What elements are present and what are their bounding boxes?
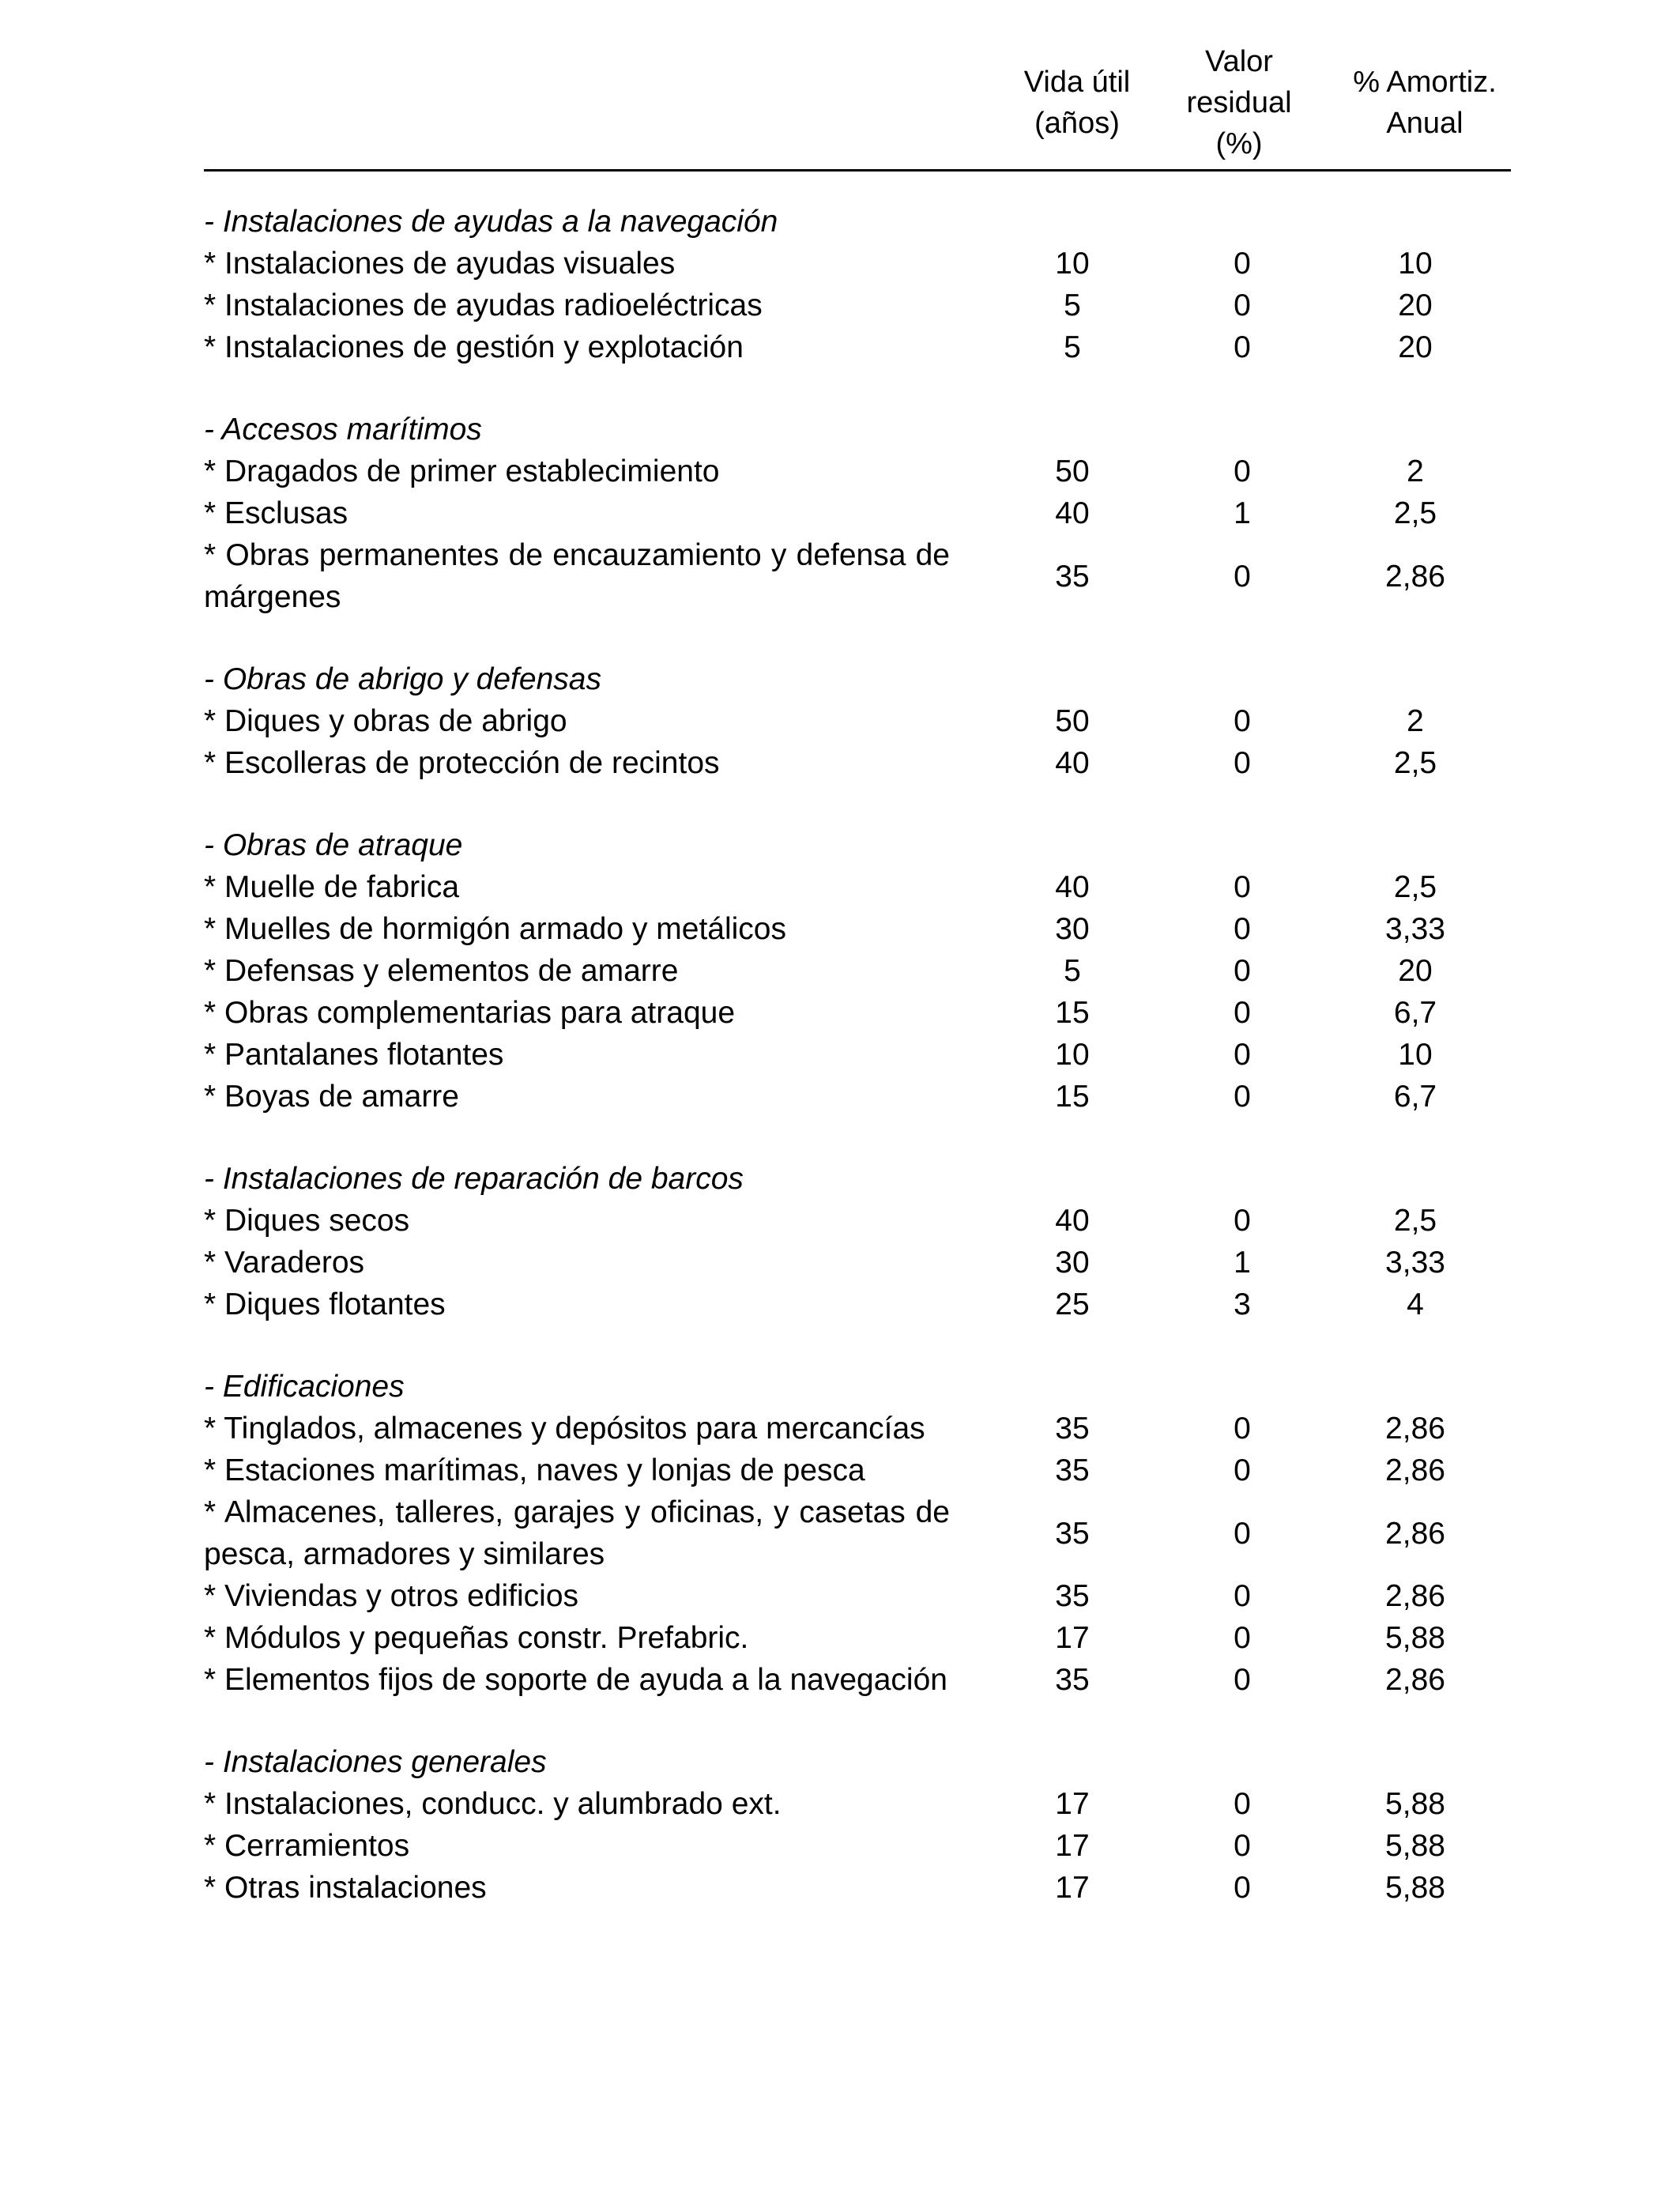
row-amortiz-anual: 20 bbox=[1398, 954, 1433, 988]
row-amortiz-anual: 2,86 bbox=[1385, 559, 1445, 594]
row-vida-util: 17 bbox=[1055, 1787, 1090, 1821]
row-label: * Esclusas bbox=[204, 496, 348, 530]
amortization-table bbox=[204, 40, 1511, 1950]
row-vida-util: 40 bbox=[1055, 746, 1090, 780]
row-label: * Diques flotantes bbox=[204, 1287, 446, 1321]
row-vida-util: 40 bbox=[1055, 870, 1090, 904]
table-row bbox=[204, 1034, 1511, 1076]
row-label: * Dragados de primer establecimiento bbox=[204, 454, 720, 488]
section-title: - Accesos marítimos bbox=[204, 413, 482, 447]
row-amortiz-anual: 10 bbox=[1398, 247, 1433, 281]
row-vida-util: 17 bbox=[1055, 1829, 1090, 1863]
row-valor-residual: 0 bbox=[1234, 1871, 1251, 1905]
row-vida-util: 5 bbox=[1064, 288, 1081, 322]
table-row bbox=[204, 992, 1511, 1034]
row-amortiz-anual: 2,86 bbox=[1385, 1516, 1445, 1551]
table-row bbox=[204, 1825, 1511, 1867]
table-row bbox=[204, 908, 1511, 950]
row-valor-residual: 0 bbox=[1234, 1787, 1251, 1821]
row-amortiz-anual: 5,88 bbox=[1385, 1621, 1445, 1655]
row-vida-util: 5 bbox=[1064, 954, 1081, 988]
row-vida-util: 35 bbox=[1055, 1412, 1090, 1446]
row-label: * Escolleras de protección de recintos bbox=[204, 746, 720, 780]
row-amortiz-anual: 2,86 bbox=[1385, 1579, 1445, 1613]
section-title: - Instalaciones de reparación de barcos bbox=[204, 1162, 744, 1196]
header-amortiz-anual: % Amortiz. Anual bbox=[1353, 66, 1497, 140]
section-title: - Instalaciones de ayudas a la navegación bbox=[204, 205, 778, 239]
row-amortiz-anual: 6,7 bbox=[1393, 1080, 1437, 1114]
table-section bbox=[204, 1159, 1511, 1325]
row-amortiz-anual: 3,33 bbox=[1385, 1246, 1445, 1280]
row-vida-util: 35 bbox=[1055, 1663, 1090, 1697]
row-amortiz-anual: 2,5 bbox=[1393, 496, 1437, 530]
table-row bbox=[204, 1076, 1511, 1118]
table-row bbox=[204, 450, 1511, 492]
header-valor-residual: Valor residual (%) bbox=[1186, 45, 1292, 160]
row-label: * Elementos fijos de soporte de ayuda a la navegación bbox=[204, 1663, 947, 1697]
table-row bbox=[204, 866, 1511, 908]
row-valor-residual: 0 bbox=[1234, 954, 1251, 988]
table-row bbox=[204, 1284, 1511, 1325]
row-vida-util: 17 bbox=[1055, 1871, 1090, 1905]
table-row bbox=[204, 492, 1511, 534]
row-valor-residual: 1 bbox=[1234, 1246, 1251, 1280]
row-valor-residual: 0 bbox=[1234, 1412, 1251, 1446]
table-row bbox=[204, 1242, 1511, 1284]
row-vida-util: 10 bbox=[1055, 1038, 1090, 1072]
row-valor-residual: 0 bbox=[1234, 1516, 1251, 1551]
row-vida-util: 17 bbox=[1055, 1621, 1090, 1655]
row-amortiz-anual: 2,86 bbox=[1385, 1453, 1445, 1487]
row-valor-residual: 0 bbox=[1234, 1829, 1251, 1863]
row-label: * Varaderos bbox=[204, 1246, 365, 1280]
row-vida-util: 50 bbox=[1055, 454, 1090, 488]
row-valor-residual: 0 bbox=[1234, 996, 1251, 1030]
table-section bbox=[204, 1742, 1511, 1909]
row-label: * Instalaciones de ayudas radioeléctricas bbox=[204, 288, 763, 322]
row-amortiz-anual: 2 bbox=[1407, 454, 1424, 488]
row-label: * Estaciones marítimas, naves y lonjas de pesca bbox=[204, 1453, 865, 1487]
row-vida-util: 25 bbox=[1055, 1287, 1090, 1321]
row-vida-util: 40 bbox=[1055, 496, 1090, 530]
row-amortiz-anual: 2,5 bbox=[1393, 746, 1437, 780]
row-label: * Otras instalaciones bbox=[204, 1871, 487, 1905]
row-amortiz-anual: 5,88 bbox=[1385, 1871, 1445, 1905]
table-row bbox=[204, 243, 1511, 285]
row-valor-residual: 0 bbox=[1234, 288, 1251, 322]
row-vida-util: 40 bbox=[1055, 1204, 1090, 1238]
row-label: * Instalaciones de gestión y explotación bbox=[204, 330, 744, 364]
table-row bbox=[204, 1200, 1511, 1242]
row-valor-residual: 0 bbox=[1234, 1080, 1251, 1114]
row-vida-util: 30 bbox=[1055, 1246, 1090, 1280]
row-valor-residual: 0 bbox=[1234, 454, 1251, 488]
row-vida-util: 5 bbox=[1064, 330, 1081, 364]
row-amortiz-anual: 4 bbox=[1407, 1287, 1424, 1321]
row-valor-residual: 0 bbox=[1234, 1204, 1251, 1238]
section-title: - Obras de atraque bbox=[204, 828, 463, 862]
row-label: * Tinglados, almacenes y depósitos para mercancías bbox=[204, 1412, 925, 1446]
row-label: * Obras permanentes de encauzamiento y defensa de márgenes bbox=[204, 538, 950, 614]
table-section bbox=[204, 825, 1511, 1118]
row-label: * Pantalanes flotantes bbox=[204, 1038, 504, 1072]
row-valor-residual: 0 bbox=[1234, 704, 1251, 738]
row-valor-residual: 0 bbox=[1234, 1453, 1251, 1487]
row-label: * Boyas de amarre bbox=[204, 1080, 459, 1114]
table-row bbox=[204, 285, 1511, 326]
row-valor-residual: 0 bbox=[1234, 870, 1251, 904]
table-row bbox=[204, 1408, 1511, 1449]
table-header bbox=[204, 40, 1511, 169]
table-row bbox=[204, 742, 1511, 784]
section-title: - Edificaciones bbox=[204, 1370, 405, 1404]
table-body bbox=[204, 172, 1511, 1909]
row-amortiz-anual: 10 bbox=[1398, 1038, 1433, 1072]
row-label: * Muelle de fabrica bbox=[204, 870, 460, 904]
row-label: * Viviendas y otros edificios bbox=[204, 1579, 579, 1613]
row-vida-util: 35 bbox=[1055, 1516, 1090, 1551]
header-vida-util: Vida útil (años) bbox=[1023, 66, 1131, 140]
row-valor-residual: 0 bbox=[1234, 559, 1251, 594]
row-label: * Cerramientos bbox=[204, 1829, 410, 1863]
row-amortiz-anual: 2 bbox=[1407, 704, 1424, 738]
row-vida-util: 30 bbox=[1055, 912, 1090, 946]
row-valor-residual: 0 bbox=[1234, 1579, 1251, 1613]
row-label: * Almacenes, talleres, garajes y oficinas, y casetas de pesca, armadores y similares bbox=[204, 1495, 950, 1571]
table-section bbox=[204, 1367, 1511, 1701]
row-amortiz-anual: 2,5 bbox=[1393, 870, 1437, 904]
row-amortiz-anual: 3,33 bbox=[1385, 912, 1445, 946]
row-valor-residual: 1 bbox=[1234, 496, 1251, 530]
row-vida-util: 50 bbox=[1055, 704, 1090, 738]
table-row bbox=[204, 1659, 1511, 1701]
row-label: * Diques y obras de abrigo bbox=[204, 704, 567, 738]
row-vida-util: 35 bbox=[1055, 559, 1090, 594]
table-row bbox=[204, 1449, 1511, 1491]
row-valor-residual: 0 bbox=[1234, 330, 1251, 364]
table-row bbox=[204, 1867, 1511, 1909]
row-vida-util: 35 bbox=[1055, 1453, 1090, 1487]
row-amortiz-anual: 5,88 bbox=[1385, 1787, 1445, 1821]
row-label: * Instalaciones de ayudas visuales bbox=[204, 247, 676, 281]
row-amortiz-anual: 6,7 bbox=[1393, 996, 1437, 1030]
row-valor-residual: 0 bbox=[1234, 1663, 1251, 1697]
row-vida-util: 15 bbox=[1055, 996, 1090, 1030]
row-amortiz-anual: 20 bbox=[1398, 288, 1433, 322]
row-valor-residual: 3 bbox=[1234, 1287, 1251, 1321]
table-row bbox=[204, 1575, 1511, 1617]
row-valor-residual: 0 bbox=[1234, 247, 1251, 281]
row-valor-residual: 0 bbox=[1234, 1038, 1251, 1072]
row-label: * Muelles de hormigón armado y metálicos bbox=[204, 912, 787, 946]
row-valor-residual: 0 bbox=[1234, 746, 1251, 780]
table-row bbox=[204, 1783, 1511, 1825]
row-vida-util: 10 bbox=[1055, 247, 1090, 281]
row-label: * Módulos y pequeñas constr. Prefabric. bbox=[204, 1621, 749, 1655]
row-amortiz-anual: 5,88 bbox=[1385, 1829, 1445, 1863]
table-section bbox=[204, 659, 1511, 784]
row-valor-residual: 0 bbox=[1234, 912, 1251, 946]
table-row bbox=[204, 950, 1511, 992]
table-row bbox=[204, 534, 1511, 618]
section-title: - Obras de abrigo y defensas bbox=[204, 662, 601, 696]
table-row bbox=[204, 1491, 1511, 1575]
table-section bbox=[204, 202, 1511, 368]
row-amortiz-anual: 2,86 bbox=[1385, 1663, 1445, 1697]
table-section bbox=[204, 409, 1511, 618]
row-vida-util: 35 bbox=[1055, 1579, 1090, 1613]
row-valor-residual: 0 bbox=[1234, 1621, 1251, 1655]
row-label: * Defensas y elementos de amarre bbox=[204, 954, 679, 988]
row-amortiz-anual: 2,86 bbox=[1385, 1412, 1445, 1446]
row-vida-util: 15 bbox=[1055, 1080, 1090, 1114]
row-label: * Obras complementarias para atraque bbox=[204, 996, 736, 1030]
row-amortiz-anual: 20 bbox=[1398, 330, 1433, 364]
section-title: - Instalaciones generales bbox=[204, 1745, 547, 1779]
table-row bbox=[204, 1617, 1511, 1659]
row-label: * Diques secos bbox=[204, 1204, 410, 1238]
row-amortiz-anual: 2,5 bbox=[1393, 1204, 1437, 1238]
table-row bbox=[204, 700, 1511, 742]
table-row bbox=[204, 326, 1511, 368]
row-label: * Instalaciones, conducc. y alumbrado ext. bbox=[204, 1787, 782, 1821]
